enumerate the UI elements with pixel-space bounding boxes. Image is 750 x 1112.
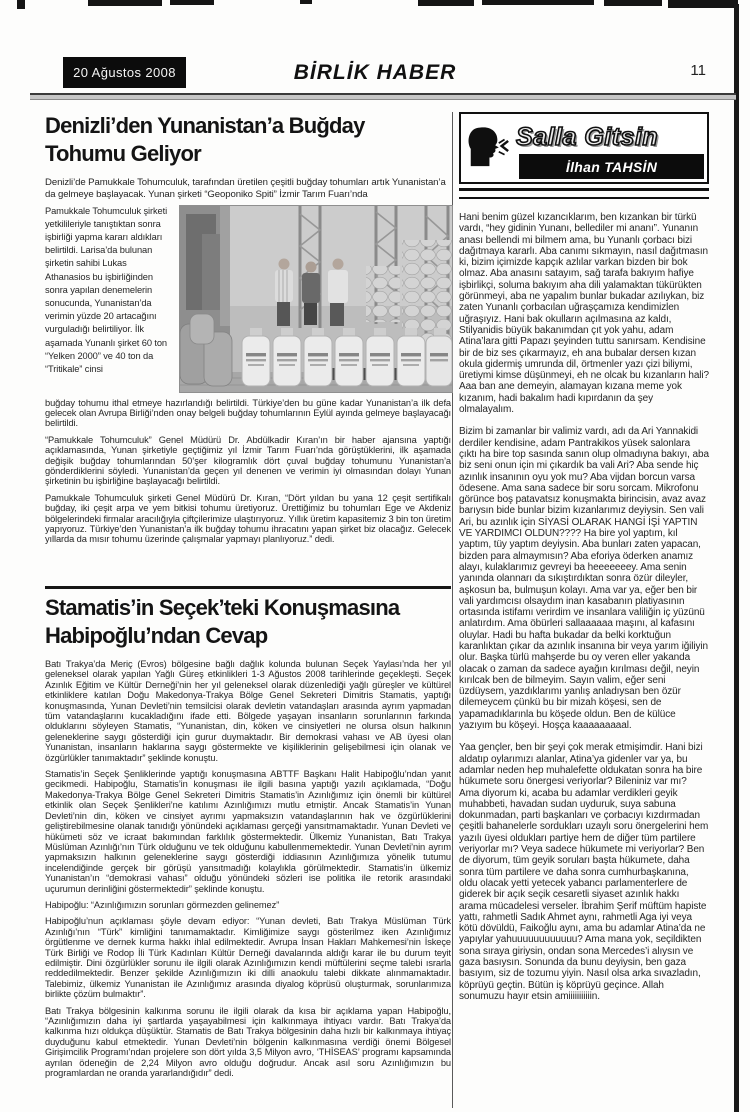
article1-lede: Denizli’de Pamukkale Tohumculuk, tarafından üretilen çeşitli buğday tohumları artık Yunanistan’a da gelmeye başlayacak. Yunan şirketi “Geoponiko Spiti” İzmir Tarım Fuarı’nda: [45, 177, 446, 201]
opinion-column: [459, 112, 709, 1013]
column-paragraph: Bizim bi zamanlar bir valimiz vardı, adı da Ari Yannakidi derdiler kendisine, adam Pantrakikos yüsek salonlara çıktı ha bire top sasında sanın olup olmadıyna bakıyı, aba biz seni onun için mi çıkardık ba vali Ari? Aba sende hiç azınlık insanının oyu yok mu? Aba vijdan borcun varsa ödesene. Ama sana sadece bir soru sorcam. Mikrofonu görünce boş patavatsız konuşmakta birincisin, avaz avaz barıysın bide bunlar bizim kızanlarımız deyiysin. Sen vali Ari, bu azınlık için SİYASİ OLARAK HANGİ İŞİ YAPTIN VE YARDIMCI OLDUN???? Ha bire yol yaptım, kıl yaptım, tüy yaptım deyiysin. Aba bunları zaten yapacan, bizden para almaymısın? Aba eforiya öderken anamız alayı, kulaklarımız gevreyi ba heeeeeeey. Ama senin yanında olannarı da sıkıştırdıktan sonra özür dileyler, aşkosun ba, bulmuşun kolayı. Ama var ya, eğer ben bir vali yardımcısı olsaydım inan kasabanın platiyasının ortasında istifamı verirdim ve insanlara valiliğin iç yüzünü anlatırdım. Ama öbürleri sallaaaaaa maşını, al kafasını oluylar. Hadi bu hafta bukadar da belki korktuğun karanlıktan çıkar da azınlık insanına bir veya yarım iğiliyin olur. Başka türlü mahşerde bu oy veren eller yakanda olacak o zaman da sadece ayağın kırılması değil, neyin kırılcak ben de bilmeyim. Sayın valim, eğer seni üzdüysem, yazdıklarımı yanlış anladıysan ben özür dilemeycem çünkü bu bir mizah köşesi, sen de yapamadıklarınla bu köşede oldun. Ben de külüce yazıyım bu köşeyi. Hoşça kaaaaaaaaal.: [459, 426, 709, 732]
article2-paragraph: Batı Trakya bölgesinin kalkınma sorunu ile ilgili olarak da kısa bir açıklama yapan Habipoğlu, “Azınlığımızın daha iyi şartlarda yaşayabilmesi için kalkınmaya ihtiyacı vardır. Batı Trakya’da kalkınma hızı oldukça düşüktür. Stamatis de Batı Trakya bölgesinin daha hızlı bir kalkınmaya ihtiyaç duyduğunu kabul etmektedir. Yunan Devleti’nin bölgenin kalkınmasına verdiği önemi Bölgesel Girişimcilik Programı’ndan projelere son dört yılda 3,5 Milyon avro, ‘THİSEAS’ programı kapsamında ayrılan ödeneğin de 2,24 Milyon avro olduğu doğrudur. Ancak asıl soru Azınlığımızın bu programlardan ne oranda yararlandığıdır” dedi.: [45, 1005, 451, 1079]
column-title: Salla Gitsin: [516, 123, 659, 151]
scan-artifact: [170, 0, 214, 5]
scan-artifact: [17, 0, 25, 9]
scan-artifact: [88, 0, 162, 6]
shouting-head-icon: [465, 119, 511, 173]
article2-headline: [45, 594, 451, 650]
headline-line: Habipoğlu’ndan Cevap: [45, 623, 268, 648]
scan-artifact: [668, 0, 738, 8]
article-stamatis-reply: [45, 594, 451, 1084]
scan-artifact: [418, 0, 474, 6]
scan-page-edge: [734, 4, 739, 1112]
article1-side-text: Pamukkale Tohumculuk şirketi yetkilileriyle tanıştıktan sonra işbirliği yapma kararı aldıkları belirtildi. Larisa’da bulunan şirketin sahibi Lukas Athanasios bu işbirliğinden sonra yapılan denemelerin sonucunda, Yunanistan’da verimin yüzde 20 artacağını vurguladığı belirtiliyor. İlk aşamada Yunanlı şirket 60 ton “Yelken 2000” ve 40 ton da “Tritikale” cinsi: [45, 205, 168, 375]
scan-artifact: [604, 0, 662, 6]
article2-subhead: Habipoğlu: “Azınlığımızın sorunları görmezden gelinemez”: [45, 899, 280, 910]
article-wheat-seed: [45, 112, 451, 551]
column-paragraph: Hani benim güzel kızancıklarım, ben kızankan bir türkü vardı, “hey gidinin Yunanı, bellediler mi ananı”. Yunanın anası bellendi mi bilmem ama, bu Yunanlı çorbacı bizi dağıtmaya kararlı. Aba canımı sıkmayın, nasıl dağıtmasın ki, bizim içimizde kapçık azlılar varkan bizden bir bok olmaz. Aba anasını satayım, sağ tarafa bakıyım hafiye işbirlikçi, soluma bakıyım aha dili yalamaktan tükürükten görünmeyi, aba ne yapalım bunlar bukadar azılıykan, biz zaten Yunanlı çorbacılan uğraşçamıza kendimizlen uğraşıyız. Hani bak okulların açılmasına az kaldı, Stilyanidis büyük bakanımdan çıt yok yahu, adam Atina’lara gitti Papazı şeyinden tuttu sanırsam. Kendisine bir de biz ses çıkarmayız, eh ana bubalar dersen kızan okula gidermiş umrunda dil, örtmenler yazı çizi biliymi, üretiymi kimse düşünmeyi, eh ne olcak bu kızanların hali? Aaa ban ane demeyin, alamayan kızana meme yok kızanım, hadi bakalım hadi kıpırdanın da şey olmalayalım.: [459, 212, 709, 416]
column-header-box: [459, 112, 709, 184]
people-figures: [275, 258, 348, 326]
article2-paragraph: Stamatis’in Seçek Şenliklerinde yaptığı konuşmasına ABTTF Başkanı Halit Habipoğlu’ndan yanıt gecikmedi. Habipoğlu, Stamatis’in konuşması ile ilgili basına yaptığı yazılı açıklamada, “Doğu Makedonya-Trakya Bölge Genel Sekreteri Dimitris Stamatis’in Azınlığımız için önemli bir kültürel etkinlik olan Seçek Şenlikleri’ne katılımı Azınlığımızı mutlu etmiştir. Ancak Stamatis’in Yunan Devleti’nin din, köken ve cinsiyet ayrımı yapmaksızın vatandaşlarının hak ve özgürlüklerini geliştirebilmesine olanak tanıdığı yönündeki açıklaması gerçeği yansıtmamaktadır. Yunan Devleti ve hükümeti söz ve icraat bakımından farklılık göstermektedir. Ülkemiz Yunanistan, Batı Trakya Müslüman Azınlığı’nın Türk olduğunu ve tek olduğunu kabullenmemektedir. Yunan Devleti’nin ayrım yapmaksızın halkının geleneklerine saygı gösterdiği iddiasının Azınlığımıza yönelik tutumu incelendiğinde gerçek bir görüşü yansıtmadığı kolaylıkla görülmektedir. Stamatis’in ülkemiz Yunanistan’ın “demokrasi vahası” olduğu yönündeki sözleri ise politika ile retorik arasındaki uçurumun derinliğini göstermektedir” şeklinde konuştu.: [45, 769, 451, 894]
headline-line: Stamatis’in Seçek’teki Konuşmasına: [45, 595, 400, 620]
date-box: 20 Ağustos 2008: [63, 57, 186, 88]
column-header-underline: [459, 188, 709, 199]
headline-line: Tohumu Geliyor: [45, 141, 201, 166]
warehouse-seed-sacks-illustration: [180, 206, 452, 392]
article1-headline: [45, 112, 451, 168]
column-paragraph: Yaa gençler, ben bir şeyi çok merak etmişimdir. Hani bizi aldatıp oylarımızı alanlar, Atina’ya gidenler var ya, bu adamlar neden hep muhalefette oldukatan sonra ha bire hükumete soru önergesi veriyorlar? Bileniniz var mı? Ama diyorum ki, acaba bu adamlar verdikleri geyik muhabbeti, havadan sudan uyduruk, suya sabuna dokunmadan, parti başkanları ve çorbacıyı kızdırmadan çeşitli bahanelerle sordukları uzaylı soru önergelerini hem yazılı üyesi oldukları partiye hem de diğer tüm partilere veriyorlar mı? Veya sadece hükumete mi veriyorlar? Ben de diyorum, tüm geyik soruları başta hükumete, daha sonra tüm partilere ve daha sonra cumhurbaşkanına, oldu olacak yetti yetecek yabancı parlamenterlere de giderek bir açık seçik cesaretli siyaset azınlık hakkı arama mücadelesi verseler. İbrahim Şerif müftüm hapiste yattı, rahmetli Sadık Ahmet aynı, rahmetli Aga iyi veya kötü dövüldü, Faikoğlu aynı, ama bu adamlar Atina’da ne yapıylar yahuuuuuuuuuuuu? Ama mana yok, seçildikten sona sıraya giriysin, ondan sona Mercedes’i alıysın ve gaza basıysın. Sonunda da bunu deyiysin, ben gaza basıyım, siz de tozumu yiyin. Nasıl olsa arka sıvazladın, köprüyü geçtin. Bütün iş köprüyü geçince. Allah sonumuzu hayır etsin amiiiiiiiiiiin.: [459, 742, 709, 1002]
headline-line: Denizli’den Yunanistan’a Buğday: [45, 113, 365, 138]
scan-artifact: [300, 0, 312, 4]
article1-paragraph: Pamukkale Tohumculuk şirketi Genel Müdürü Dr. Kıran, “Dört yıldan bu yana 12 çeşit sertifikalı buğday, iki çeşit arpa ve yem bitkisi tohumu üretiyoruz. Ürettiğimiz bu tohumları Ege ve Akdeniz bölgelerindeki firmalar aracılığıyla çiftçilerimize ulaştırıyoruz. Yıllık üretim kapasitemiz 3 bin ton üretim yapıyoruz. Türkiye’den Yunanistan’a ilk buğday tohumu ihracatını yapan şirket biz olacağız. Gelecek yıllarda da mısır tohumu üzerinde çalışmalar yapmayı planlıyoruz.” dedi.: [45, 492, 451, 545]
article-photo: [179, 205, 453, 393]
article1-paragraph: “Pamukkale Tohumculuk” Genel Müdürü Dr. Abdülkadir Kıran’ın bir haber ajansına yaptığı açıklamasında, Yunan şirketiyle geçtiğimiz yıl İzmir Tarım Fuarı’nda görüştüklerini, ilk aşamada değişik buğday tohumlarından 50’şer kilogramlık dört çuval buğday tohumunu Yunanistan’a gönderdiklerini söyledi. Yunanistan’da geçen yıl denenen ve verimin iyi olmasından dolayı Yunan şirketinin bu işbirliğine başlayacağı belirtildi.: [45, 434, 451, 487]
article1-photo-row: [45, 205, 451, 393]
article2-paragraph: Habipoğlu’nun açıklaması şöyle devam ediyor: “Yunan devleti, Batı Trakya Müslüman Türk Azınlığı’nın “Türk” kimliğini tanımamaktadır. Kimliğimize saygı gösterilmez iken Azınlığımız örgütlenme ve dernek kurma hakkı ihlal edilmektedir. Avrupa İnsan Hakları Mahkemesi’nin İskeçe Türk Birliği ve Rodop İli Türk Kadınları Kültür Derneği davalarında aldığı karar ile bu durum teyit edilmiştir. Dini özgürlükler sorunu ile ilgili olarak Azınlığımızın kendi müftülerini seçme talebi ısrarla reddedilmektedir. Benzer şekilde Azınlığımızın iki dilli anaokulu talebi dikkate alınmamaktadır. Talebimiz, ülkemiz Yunanistan ile Azınlığımız arasında diyalog köprüsü oluşturmak, sorunlarımıza birlikte çözüm bulmaktır”.: [45, 916, 451, 1000]
article2-paragraph: Batı Trakya’da Meriç (Evros) bölgesine bağlı dağlık kolunda bulunan Seçek Yaylası’nda her yıl geleneksel olarak yapılan Yağlı Güreş etkinlikleri 1-3 Ağustos 2008 tarihlerinde geçekleşti. Seçek Azınlık Eğitim ve Kültür Derneği’nin her yıl geleneksel olarak düzenlediği yağlı güreşler ve kültürel etkinliklere katılan Doğu Makedonya-Trakya Bölge Genel Sekreteri Dimitris Stamatis, yaptığı konuşmasında, Yunan Devleti’nin temsilcisi olarak devletin vatandaşları arasında ayrım yapmadan tüm vatandaşlarını kucakladığını ifade etti. Bölgede yaşayan insanların sorunlarının farkında olduklarını söyleyen Stamatis, “Yunanistan, din, köken ve cinsiyetleri ne olursa olsun halkının geleneklerine saygı gösterdiği için gurur duymaktadır. Bir demokrasi vahası ve AB üyesi olan Yunanistan, insanların haklarına saygı göstermekte ve kişiliklerinin gelişebilmesi için olanak ve özgürlükler tanımaktadır” şeklinde konuştu.: [45, 659, 451, 763]
page-number: 11: [690, 62, 706, 79]
article-separator-rule: [45, 586, 451, 589]
header-rule: [30, 93, 736, 100]
article1-paragraph: buğday tohumu ithal etmeye hazırlandığı belirtildi. Türkiye’den bu güne kadar Yunanistan’a ilk defa gelecek olan Avrupa Birliği’nden onay belgeli buğday tohumlarının Eylül ayında gelmeye başlayacağı belirtildi.: [45, 397, 451, 429]
scan-artifact: [482, 0, 594, 5]
column-author: İlhan TAHSİN: [519, 154, 704, 179]
masthead-title: BİRLİK HABER: [293, 61, 457, 84]
